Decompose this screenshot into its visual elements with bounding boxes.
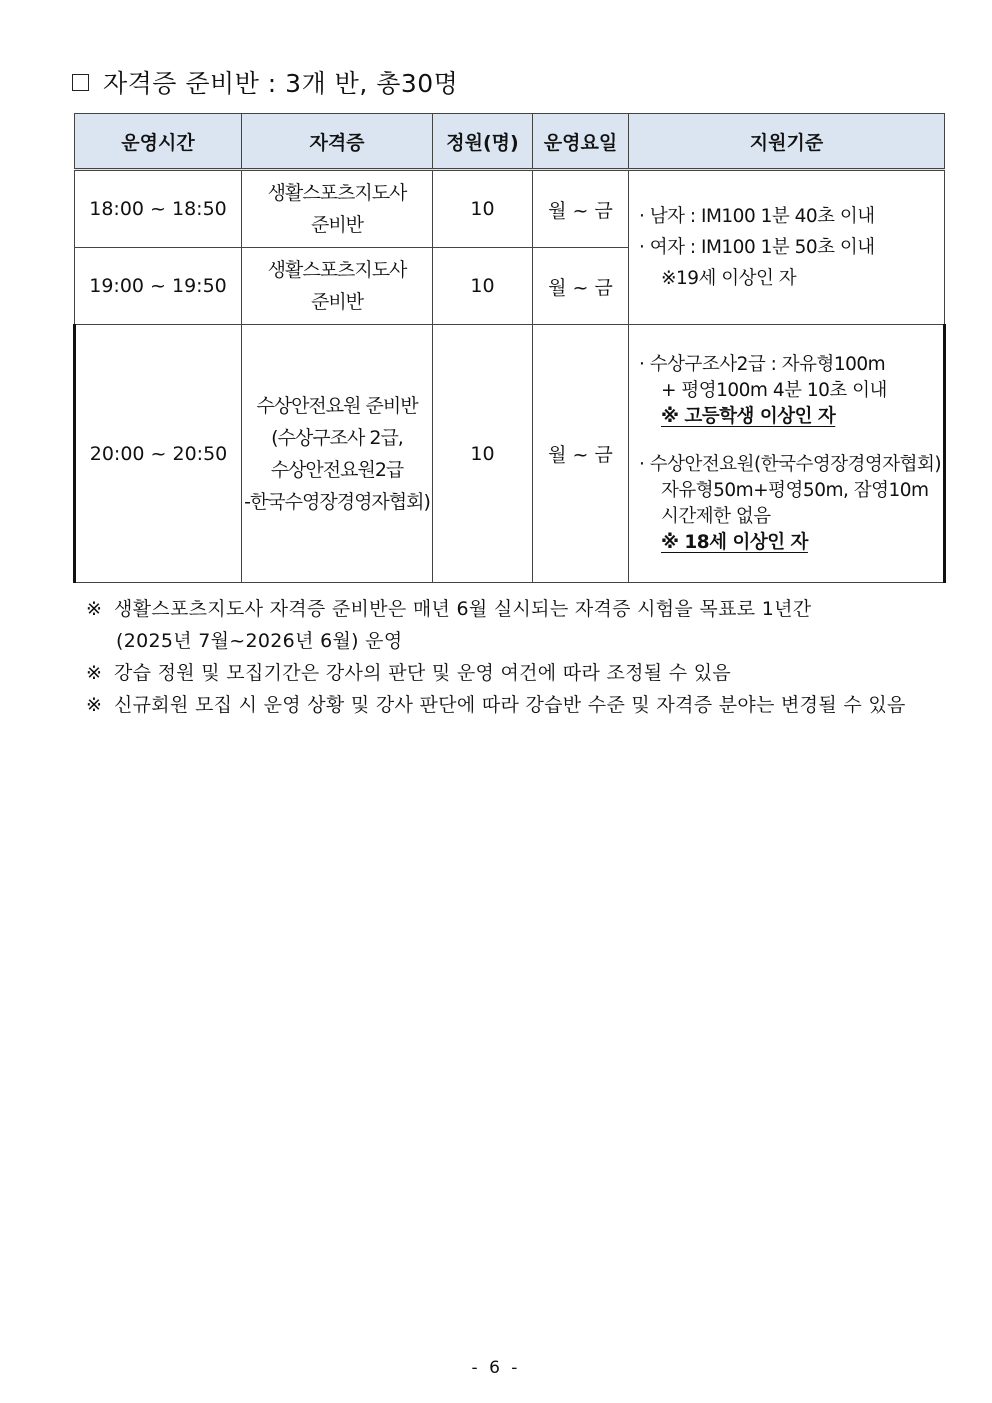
criteria-note: ※19세 이상인 자 [661, 268, 797, 289]
note-item [86, 593, 906, 625]
section-title-text: 자격증 준비반 : 3개 반, 총30명 [103, 69, 459, 98]
page-number: - 6 - [471, 1358, 521, 1378]
checkbox-square-icon [72, 74, 89, 91]
certificate-line: 수상안전요원 준비반 [256, 394, 418, 417]
days-cell: 월 ~ 금 [533, 248, 629, 325]
note-item [86, 689, 906, 721]
section-title [72, 64, 458, 100]
criteria-note: ※ 고등학생 이상인 자 [661, 405, 836, 427]
reference-mark-icon: ※ [86, 694, 103, 716]
header-time: 운영시간 [75, 114, 242, 170]
header-certificate: 자격증 [242, 114, 433, 170]
criteria-line: · 남자 : IM100 1분 40초 이내 [639, 206, 875, 227]
note-continuation: (2025년 7월~2026년 6월) 운영 [116, 630, 403, 652]
header-criteria: 지원기준 [629, 114, 945, 170]
note-text: 생활스포츠지도사 자격증 준비반은 매년 6월 실시되는 자격증 시험을 목표로 1년간 [114, 598, 812, 620]
certification-class-table [73, 113, 946, 583]
time-cell: 18:00 ~ 18:50 [75, 170, 242, 248]
certificate-line: 준비반 [310, 214, 364, 236]
days-cell: 월 ~ 금 [533, 325, 629, 583]
certificate-line: 생활스포츠지도사 [267, 182, 407, 204]
table-row [75, 325, 945, 583]
header-capacity: 정원(명) [433, 114, 533, 170]
days-cell: 월 ~ 금 [533, 170, 629, 248]
time-cell: 19:00 ~ 19:50 [75, 248, 242, 325]
capacity-cell: 10 [433, 248, 533, 325]
notes-section [86, 593, 906, 721]
certificate-cell [242, 325, 433, 583]
table-row [75, 170, 945, 248]
certificate-cell [242, 248, 433, 325]
certificate-line: (수상구조사 2급, [271, 426, 403, 449]
note-item [86, 657, 906, 689]
criteria-line: · 수상구조사2급 : 자유형100m [639, 353, 886, 375]
criteria-line: 시간제한 없음 [661, 505, 771, 527]
certificate-line: 생활스포츠지도사 [267, 259, 407, 281]
capacity-cell: 10 [433, 325, 533, 583]
certificate-line: 준비반 [310, 291, 364, 313]
note-text: 강습 정원 및 모집기간은 강사의 판단 및 운영 여건에 따라 조정될 수 있음 [114, 662, 732, 684]
criteria-line: · 여자 : IM100 1분 50초 이내 [639, 237, 875, 258]
table-header-row [75, 114, 945, 170]
certificate-line: -한국수영장경영자협회) [244, 490, 430, 513]
capacity-cell: 10 [433, 170, 533, 248]
criteria-line: · 수상안전요원(한국수영장경영자협회) [639, 453, 942, 475]
certificate-cell [242, 170, 433, 248]
reference-mark-icon: ※ [86, 598, 103, 620]
time-cell: 20:00 ~ 20:50 [75, 325, 242, 583]
header-days: 운영요일 [533, 114, 629, 170]
criteria-line: 자유형50m+평영50m, 잠영10m [661, 479, 929, 501]
criteria-line: + 평영100m 4분 10초 이내 [661, 379, 887, 401]
note-text: 신규회원 모집 시 운영 상황 및 강사 판단에 따라 강습반 수준 및 자격증 분야는 변경될 수 있음 [114, 694, 906, 716]
criteria-cell [629, 325, 945, 583]
criteria-note: ※ 18세 이상인 자 [661, 531, 808, 553]
criteria-cell [629, 170, 945, 325]
reference-mark-icon: ※ [86, 662, 103, 684]
certificate-line: 수상안전요원2급 [270, 458, 404, 481]
